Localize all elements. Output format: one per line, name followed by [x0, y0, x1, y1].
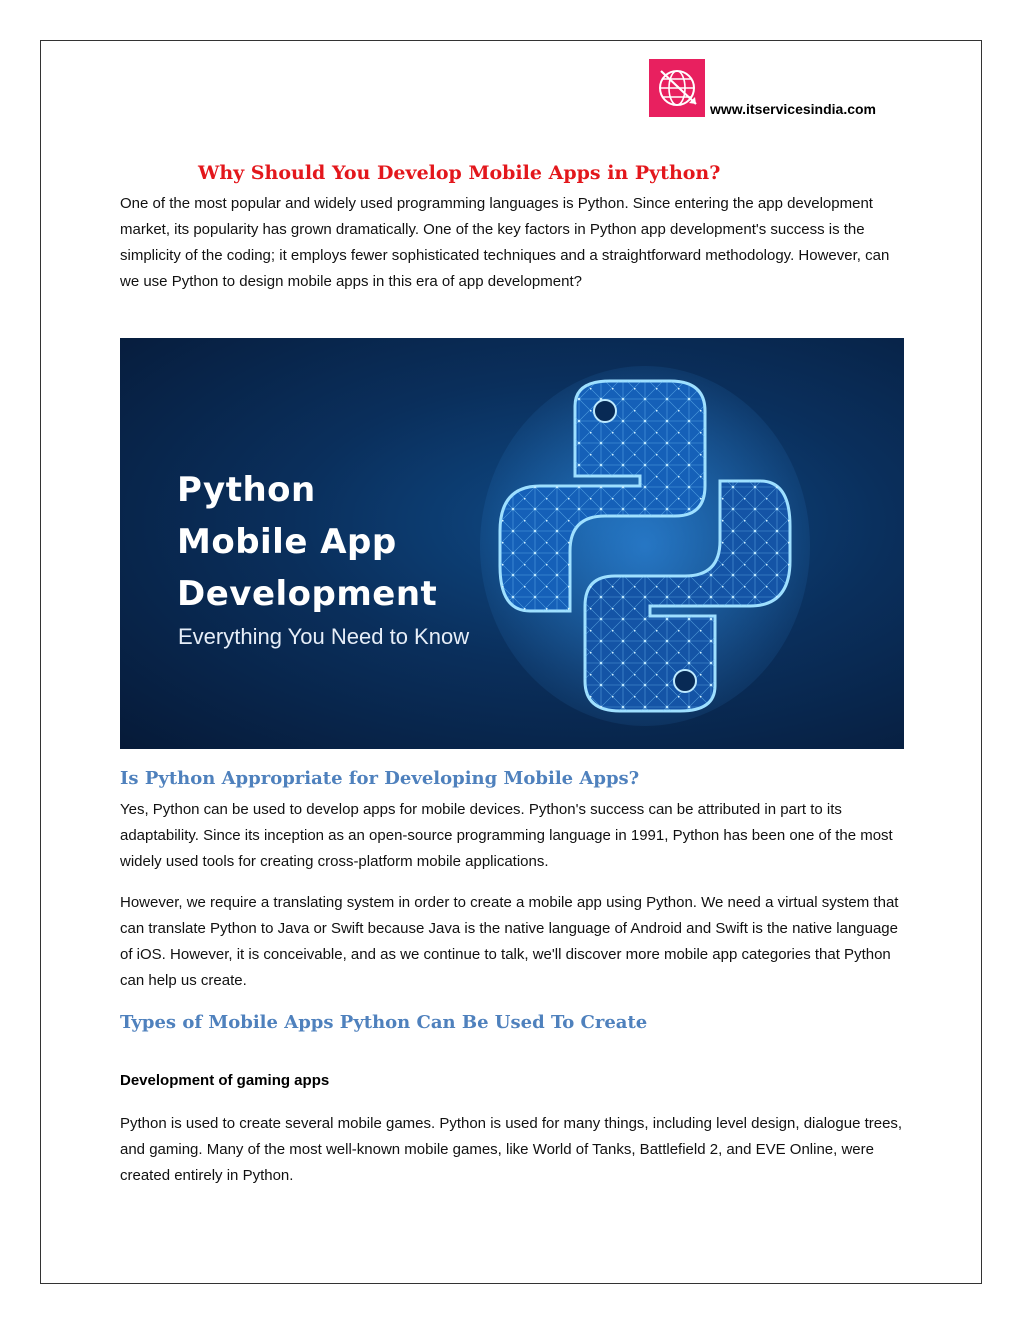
hero-title: [177, 464, 437, 620]
section-heading: Types of Mobile Apps Python Can Be Used To Create: [120, 1012, 648, 1033]
python-logo-network-icon: [480, 366, 810, 726]
section-paragraph: Python is used to create several mobile games. Python is used for many things, including level design, dialogue trees, and gaming. Many of the most well-known mobile games, like World of Tanks, Battlefield 2, and EVE Online, were created entirely in Python.: [120, 1115, 903, 1184]
hero-title-line: Python: [177, 470, 316, 510]
section-heading: Is Python Appropriate for Developing Mobile Apps?: [120, 768, 640, 789]
hero-title-line: Development: [177, 574, 438, 614]
hero-subtitle: Everything You Need to Know: [178, 624, 470, 649]
globe-arrow-icon: [649, 59, 705, 117]
intro-paragraph: One of the most popular and widely used programming languages is Python. Since entering the app development market, its popularity has grown dramatically. One of the key factors in Python app development's success is the simplicity of the coding; it employs fewer sophisticated techniques and a straightforward methodology. However, can we use Python to design mobile apps in this era of app development?: [120, 195, 890, 290]
hero-title-line: Mobile App: [177, 522, 397, 562]
section-paragraph: However, we require a translating system in order to create a mobile app using Python. We need a virtual system that can translate Python to Java or Swift because Java is the native language of Android and Swift is the native language of iOS. However, it is conceivable, and as we continue to talk, we'll discover more mobile app categories that Python can help us create.: [120, 894, 899, 989]
page-title: Why Should You Develop Mobile Apps in Python?: [198, 162, 721, 184]
section-paragraph: Yes, Python can be used to develop apps for mobile devices. Python's success can be attributed in part to its adaptability. Since its inception as an open-source programming language in 1991, Python has been one of the most widely used tools for creating cross-platform mobile applications.: [120, 801, 893, 870]
section-subheading: Development of gaming apps: [120, 1072, 330, 1089]
hero-banner-image: [120, 338, 904, 749]
company-logo[interactable]: [649, 59, 705, 117]
site-url-link[interactable]: www.itservicesindia.com: [710, 101, 876, 117]
